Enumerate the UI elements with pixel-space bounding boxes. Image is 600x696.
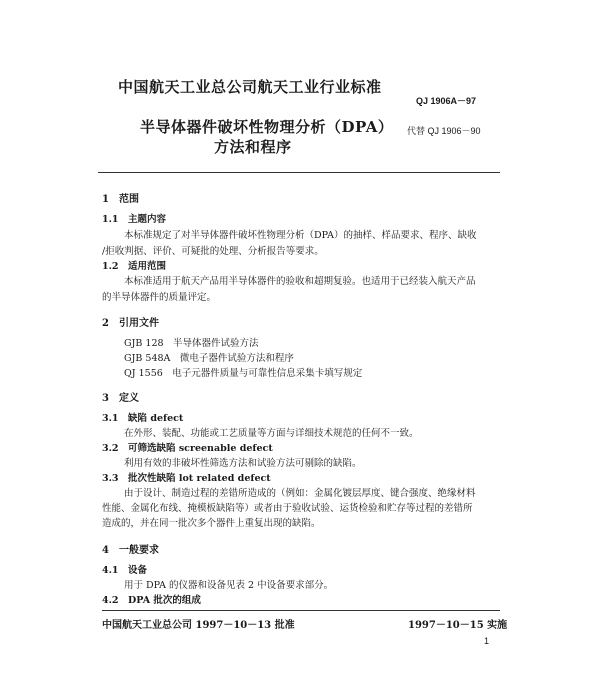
footer-divider <box>102 610 500 611</box>
section-3-1-heading: 3.1 缺陷 defect <box>102 413 184 424</box>
section-1-heading: 1 范围 <box>102 194 139 205</box>
section-3-3-text-cont2: 造成的，并在同一批次多个器件上重复出现的缺陷。 <box>102 518 321 529</box>
document-title-line2: 方法和程序 <box>214 138 292 156</box>
approval-date: 中国航天工业总公司 1997－10－13 批准 <box>102 620 295 631</box>
document-title: 半导体器件破坏性物理分析（DPA） <box>140 118 394 136</box>
section-4-heading: 4 一般要求 <box>102 545 159 556</box>
section-4-1-text: 用于 DPA 的仪器和设备见表 2 中设备要求部分。 <box>124 580 334 591</box>
section-3-3-heading: 3.3 批次性缺陷 lot related defect <box>102 473 271 484</box>
page-number: 1 <box>484 636 490 646</box>
section-3-2-heading: 3.2 可筛选缺陷 screenable defect <box>102 443 273 454</box>
section-1-1-heading: 1.1 主题内容 <box>102 214 167 225</box>
section-1-2-text: 本标准适用于航天产品用半导体器件的验收和超期复验。也适用于已经装入航天产品 <box>124 276 476 287</box>
section-3-3-text-cont: 性能、金属化布线、掩模板缺陷等）或者由于验收试验、运货检验和贮存等过程的差错所 <box>102 503 473 514</box>
replaces-standard: 代替 QJ 1906－90 <box>407 126 481 136</box>
section-1-1-text-cont: /拒收判据、评价、可疑批的处理、分析报告等要求。 <box>102 246 324 257</box>
section-1-2-text-cont: 的半导体器件的质量评定。 <box>102 292 217 303</box>
reference-item: GJB 128 半导体器件试验方法 <box>124 338 259 349</box>
section-3-1-text: 在外形、装配、功能或工艺质量等方面与详细技术规范的任何不一致。 <box>124 428 419 439</box>
section-4-2-heading: 4.2 DPA 批次的组成 <box>102 595 201 606</box>
section-2-heading: 2 引用文件 <box>102 318 159 329</box>
header-divider <box>98 172 500 173</box>
org-standard-title: 中国航天工业总公司航天工业行业标准 <box>118 78 382 96</box>
section-3-2-text: 利用有效的非破坏性筛选方法和试验方法可剔除的缺陷。 <box>124 458 362 469</box>
section-1-2-heading: 1.2 适用范围 <box>102 261 167 272</box>
section-3-3-text: 由于设计、制造过程的差错所造成的（例如：金属化镀层厚度、键合强度、绝缘材料 <box>124 488 476 499</box>
section-1-1-text: 本标准规定了对半导体器件破坏性物理分析（DPA）的抽样、样品要求、程序、缺收 <box>124 230 477 241</box>
section-3-heading: 3 定义 <box>102 393 139 404</box>
implementation-date: 1997－10－15 实施 <box>408 620 508 631</box>
standard-number: QJ 1906A－97 <box>416 96 477 106</box>
section-4-1-heading: 4.1 设备 <box>102 565 148 576</box>
reference-item: QJ 1556 电子元器件质量与可靠性信息采集卡填写规定 <box>124 368 363 379</box>
reference-item: GJB 548A 微电子器件试验方法和程序 <box>124 353 294 364</box>
